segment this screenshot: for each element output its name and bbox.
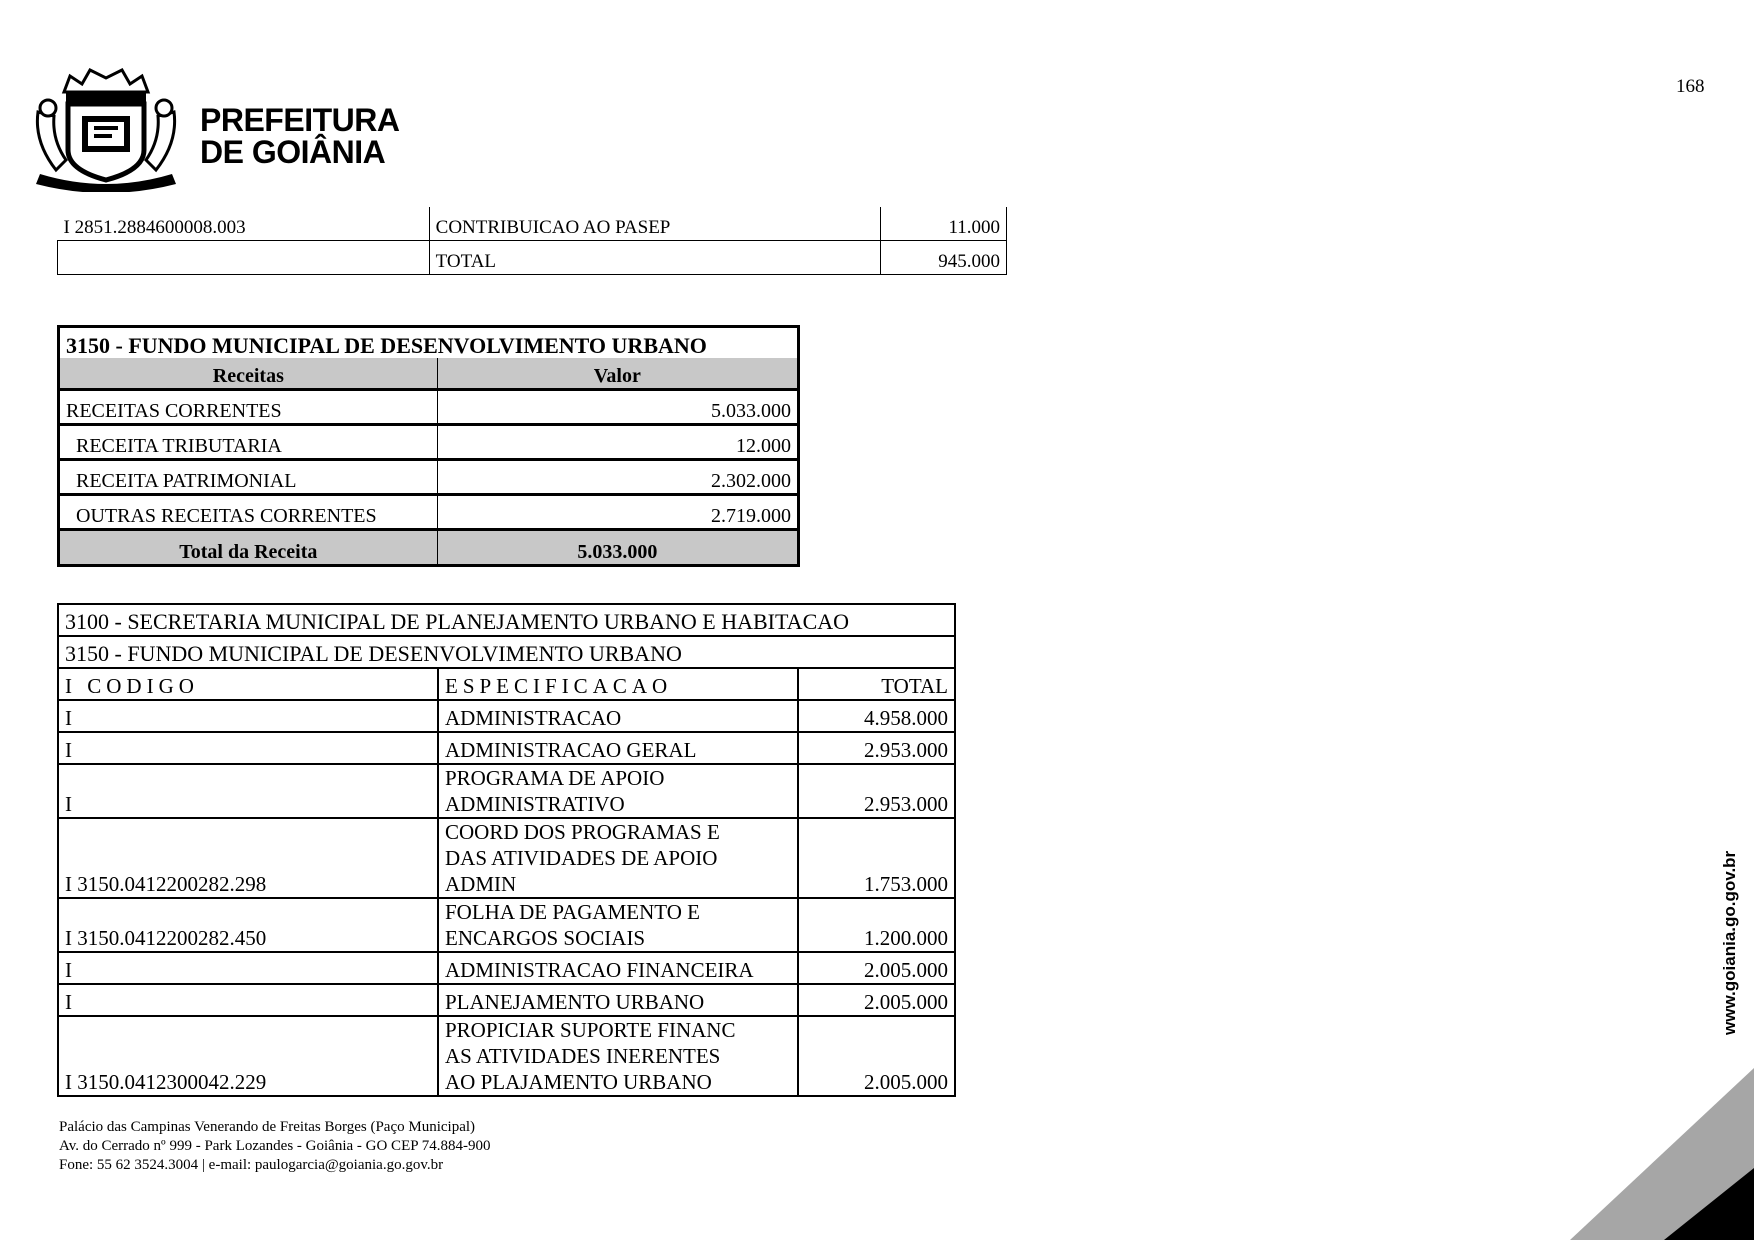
codigo-cell: I 2851.2884600008.003 (58, 207, 430, 241)
total-cell: 2.953.000 (798, 764, 955, 818)
especificacao-line: PROPICIAR SUPORTE FINANC (445, 1018, 736, 1042)
brand-wordmark (200, 104, 399, 168)
especificacao-line: ADMINISTRACAO FINANCEIRA (445, 958, 754, 982)
site-url: www.goiania.go.gov.br (1720, 850, 1739, 1035)
corner-decoration (1570, 1068, 1754, 1240)
secretaria-title: 3100 - SECRETARIA MUNICIPAL DE PLANEJAMENTO URBANO E HABITACAO (58, 604, 955, 636)
receita-value: 5.033.000 (437, 390, 798, 425)
total-cell: 4.958.000 (798, 700, 955, 732)
continuation-table (57, 207, 1007, 275)
secretaria-row (58, 604, 955, 636)
especificacao-cell (438, 818, 798, 898)
especificacao-line: COORD DOS PROGRAMAS E (445, 820, 720, 844)
table-row (59, 425, 799, 460)
total-cell: 2.005.000 (798, 952, 955, 984)
total-cell: 2.005.000 (798, 1016, 955, 1096)
table-row (59, 460, 799, 495)
receita-label: RECEITA TRIBUTARIA (59, 425, 438, 460)
especificacao-line: ADMINISTRATIVO (445, 792, 625, 816)
codigo-cell: I 3150.0412200282.298 (58, 818, 438, 898)
especificacao-line: ENCARGOS SOCIAIS (445, 926, 646, 950)
table-row (58, 207, 1007, 241)
especificacao-cell (438, 764, 798, 818)
especificacao-line: PLANEJAMENTO URBANO (445, 990, 705, 1014)
table-row (59, 390, 799, 425)
especificacao-cell (438, 1016, 798, 1096)
table-row (58, 818, 955, 898)
especificacao-cell: CONTRIBUICAO AO PASEP (429, 207, 880, 241)
codigo-cell (58, 241, 430, 275)
despesa-body (58, 700, 955, 1096)
despesa-header-row (58, 668, 955, 700)
table-row (59, 495, 799, 530)
codigo-cell: I (58, 952, 438, 984)
receitas-col-header: Receitas (59, 358, 438, 390)
receitas-table (57, 325, 800, 567)
table-row (58, 898, 955, 952)
codigo-cell: I (58, 764, 438, 818)
especificacao-line: DAS ATIVIDADES DE APOIO (445, 846, 718, 870)
footer-address (59, 1118, 491, 1175)
codigo-cell: I (58, 700, 438, 732)
codigo-col-header: I CODIGO (58, 668, 438, 700)
valor-col-header: Valor (437, 358, 798, 390)
codigo-cell: I 3150.0412300042.229 (58, 1016, 438, 1096)
especificacao-col-header: ESPECIFICACAO (438, 668, 798, 700)
total-col-header: TOTAL (798, 668, 955, 700)
table-row (58, 952, 955, 984)
receitas-title: 3150 - FUNDO MUNICIPAL DE DESENVOLVIMENTO URBANO (59, 327, 799, 359)
brand-line-1: PREFEITURA (200, 102, 400, 138)
especificacao-line: AS ATIVIDADES INERENTES (445, 1044, 721, 1068)
receitas-header-row (59, 358, 799, 390)
coat-of-arms-logo (30, 62, 182, 192)
codigo-cell: I 3150.0412200282.450 (58, 898, 438, 952)
codigo-cell: I (58, 984, 438, 1016)
especificacao-cell (438, 952, 798, 984)
receita-label: RECEITA PATRIMONIAL (59, 460, 438, 495)
total-receita-value: 5.033.000 (437, 530, 798, 566)
especificacao-line: AO PLAJAMENTO URBANO (445, 1070, 712, 1094)
receita-label: RECEITAS CORRENTES (59, 390, 438, 425)
fundo-row (58, 636, 955, 668)
total-cell: 2.953.000 (798, 732, 955, 764)
total-cell: 1.753.000 (798, 818, 955, 898)
total-cell: 945.000 (881, 241, 1007, 275)
receitas-total-row (59, 530, 799, 566)
fundo-title: 3150 - FUNDO MUNICIPAL DE DESENVOLVIMENTO URBANO (58, 636, 955, 668)
despesa-table (57, 603, 956, 1097)
especificacao-cell (438, 700, 798, 732)
receita-value: 2.302.000 (437, 460, 798, 495)
especificacao-cell: TOTAL (429, 241, 880, 275)
especificacao-cell (438, 732, 798, 764)
especificacao-line: ADMINISTRACAO (445, 706, 622, 730)
receita-value: 12.000 (437, 425, 798, 460)
total-cell: 2.005.000 (798, 984, 955, 1016)
table-row (58, 700, 955, 732)
especificacao-cell (438, 898, 798, 952)
total-cell: 1.200.000 (798, 898, 955, 952)
receita-label: OUTRAS RECEITAS CORRENTES (59, 495, 438, 530)
page-number: 168 (1676, 76, 1705, 97)
table-row (58, 732, 955, 764)
receitas-title-row (59, 327, 799, 359)
especificacao-line: ADMINISTRACAO GERAL (445, 738, 697, 762)
total-cell: 11.000 (881, 207, 1007, 241)
table-row (58, 1016, 955, 1096)
codigo-cell: I (58, 732, 438, 764)
footer-line-1: Palácio das Campinas Venerando de Freitas Borges (Paço Municipal) (59, 1119, 476, 1135)
especificacao-line: ADMIN (445, 872, 517, 896)
total-receita-label: Total da Receita (59, 530, 438, 566)
table-row (58, 764, 955, 818)
especificacao-line: PROGRAMA DE APOIO (445, 766, 665, 790)
receita-value: 2.719.000 (437, 495, 798, 530)
especificacao-cell (438, 984, 798, 1016)
footer-line-2: Av. do Cerrado nº 999 - Park Lozandes - Goiânia - GO CEP 74.884-900 (59, 1138, 491, 1154)
table-row (58, 241, 1007, 275)
especificacao-line: FOLHA DE PAGAMENTO E (445, 900, 700, 924)
footer-line-3: Fone: 55 62 3524.3004 | e-mail: paulogarcia@goiania.go.gov.br (59, 1157, 444, 1173)
brand-line-2: DE GOIÂNIA (200, 134, 386, 170)
table-row (58, 984, 955, 1016)
